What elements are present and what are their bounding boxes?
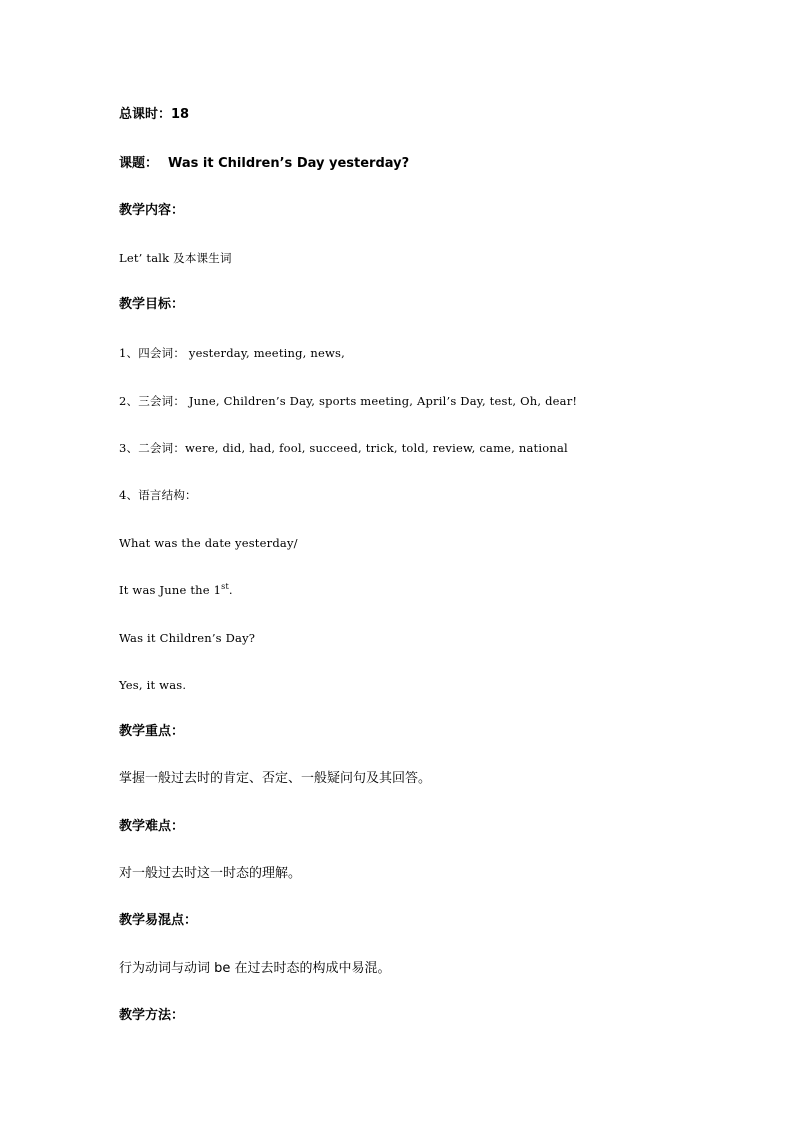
- structure-3: Was it Children’s Day?: [119, 631, 256, 645]
- topic-line: [119, 155, 409, 172]
- confusion-heading: 教学易混点：: [119, 913, 198, 928]
- goals-heading: 教学目标：: [119, 297, 185, 312]
- structure-2-main: It was June the 1: [119, 583, 222, 597]
- goal-2: 2、三会词： June, Children’s Day, sports meeting, April’s Day, test, Oh, dear!: [119, 394, 578, 408]
- difficulty-text: 对一般过去时这一时态的理解。: [119, 866, 302, 881]
- topic-title: Was it Children’s Day yesterday?: [168, 156, 410, 171]
- confusion-text: 行为动词与动词 be 在过去时态的构成中易混。: [119, 961, 391, 976]
- structure-2-superscript: st: [221, 582, 229, 591]
- structure-2: [119, 582, 233, 598]
- difficulty-heading: 教学难点：: [119, 819, 185, 834]
- goal-1: 1、四会词： yesterday, meeting, news,: [119, 346, 346, 360]
- content-text: Let’ talk 及本课生词: [119, 251, 232, 265]
- structure-1: What was the date yesterday/: [119, 536, 298, 550]
- focus-heading: 教学重点：: [119, 724, 185, 739]
- topic-label: 课题：: [119, 156, 159, 171]
- method-heading: 教学方法：: [119, 1008, 185, 1023]
- structure-2-end: .: [228, 583, 233, 597]
- focus-text: 掌握一般过去时的肯定、否定、一般疑问句及其回答。: [119, 771, 432, 786]
- structure-4: Yes, it was.: [119, 678, 187, 692]
- goal-4: 4、语言结构：: [119, 488, 197, 502]
- total-periods: 总课时：18: [119, 107, 190, 122]
- content-heading: 教学内容：: [119, 203, 185, 218]
- goal-3: 3、二会词：were, did, had, fool, succeed, trick, told, review, came, national: [119, 441, 568, 455]
